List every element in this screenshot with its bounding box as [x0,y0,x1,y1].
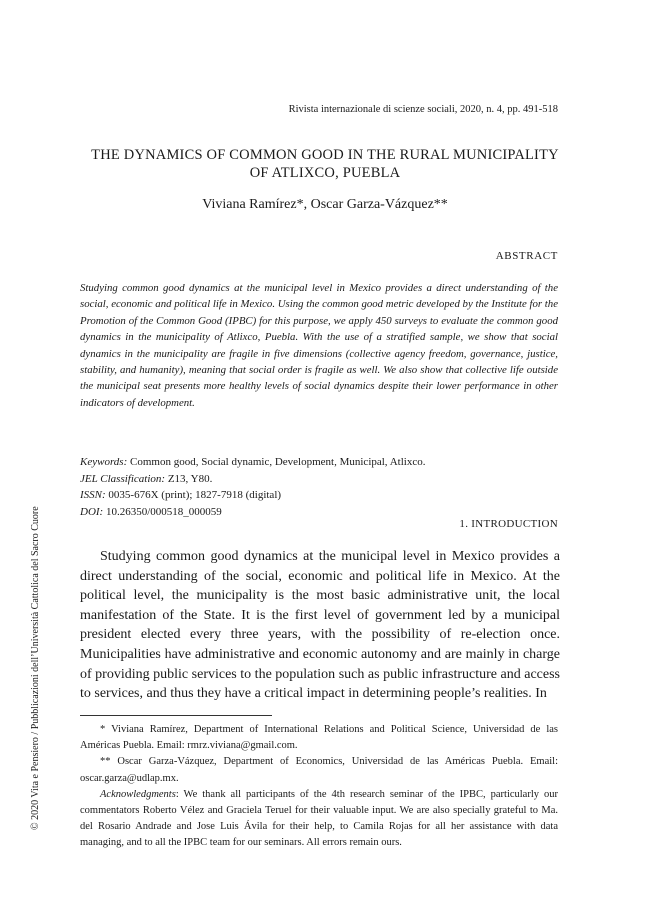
abstract-text: Studying common good dynamics at the municipal level in Mexico provides a direct understanding of the social, economic and political life in Mexico. Using the common good metric developed by the Institute for the Promotion of the Common Good (IPBC) for this purpose, we apply 450 surveys to evaluate the common good dynamics in the municipality of Atlixco, Puebla. With the use of a stratified sample, we show that social dynamics in the municipality are fragile in five dimensions (collective agency freedom, governance, justice, stability, and humanity), meaning that social order is fragile as well. We also show that collective life outside the municipal seat presents more healthy levels of social dynamics despite their lower performance in other indicators of development. [80,282,558,409]
article-metadata [80,454,558,520]
section-heading: 1. INTRODUCTION [459,518,558,530]
title-line-2: OF ATLIXCO, PUEBLA [249,165,401,181]
article-title [60,146,590,182]
acknowledgments-label: Acknowledgments [100,788,176,800]
title-line-1: THE DYNAMICS OF COMMON GOOD IN THE RURAL MUNICIPALITY [91,147,559,163]
author-list: Viviana Ramírez*, Oscar Garza-Vázquez** [202,197,448,212]
jel-row [80,471,558,488]
issn-value: 0035-676X (print); 1827-7918 (digital) [108,489,282,501]
body-paragraph: Studying common good dynamics at the municipal level in Mexico provides a direct understanding of the social, economic and political life in Mexico. At the political level, the municipality is the most basic administrative unit, the local manifestation of the State. It is the first level of government led by a municipal president elected every three years, with the possibility of re-election once. Municipalities have administrative and economic autonomy and are mainly in charge of providing public services to the population such as public infrastructure and access to services, and thus they have a critical impact in determining people’s realities. In [80,549,560,702]
keywords-label: Keywords: [80,456,128,468]
issn-row [80,487,558,504]
keywords-value: Common good, Social dynamic, Development, Municipal, Atlixco. [130,456,426,468]
jel-value: Z13, Y80. [167,472,213,485]
footnote-author-2: ** Oscar Garza-Vázquez, Department of Economics, Universidad de las Américas Puebla. Email: oscar.garza@udlap.mx. [80,756,558,784]
acknowledgments-text: : We thank all participants of the 4th research seminar of the IPBC, particularly our commentators Roberto Vélez and Graciela Teruel for their valuable input. We are also specially grateful to Ma. del Rosario Andrade and Jose Luis Ávila for their help, to Camila Rojas for all her assistance with data managing, and to all the IPBC team for our seminars. All errors remain ours. [80,788,558,849]
doi-label: DOI: [80,505,104,518]
copyright-notice: © 2020 Vita e Pensiero / Pubblicazioni dell’Università Cattolica del Sacro Cuore [30,506,41,830]
footnotes [80,722,558,852]
doi-link[interactable]: 10.26350/000518_000059 [105,505,222,518]
footnote-acknowledgments [80,787,558,852]
jel-label: JEL Classification: [80,472,166,485]
abstract-heading: ABSTRACT [495,250,558,262]
issn-label: ISSN: [80,489,106,501]
footnote-divider [80,715,272,716]
introduction-body [80,547,560,704]
journal-citation: Rivista internazionale di scienze sociali, 2020, n. 4, pp. 491-518 [288,104,558,115]
keywords-row [80,454,558,471]
footnote-author-1: * Viviana Ramírez, Department of International Relations and Political Science, Universidad de las Américas Puebla. Email: rmrz.viviana@gmail.com. [80,724,558,752]
